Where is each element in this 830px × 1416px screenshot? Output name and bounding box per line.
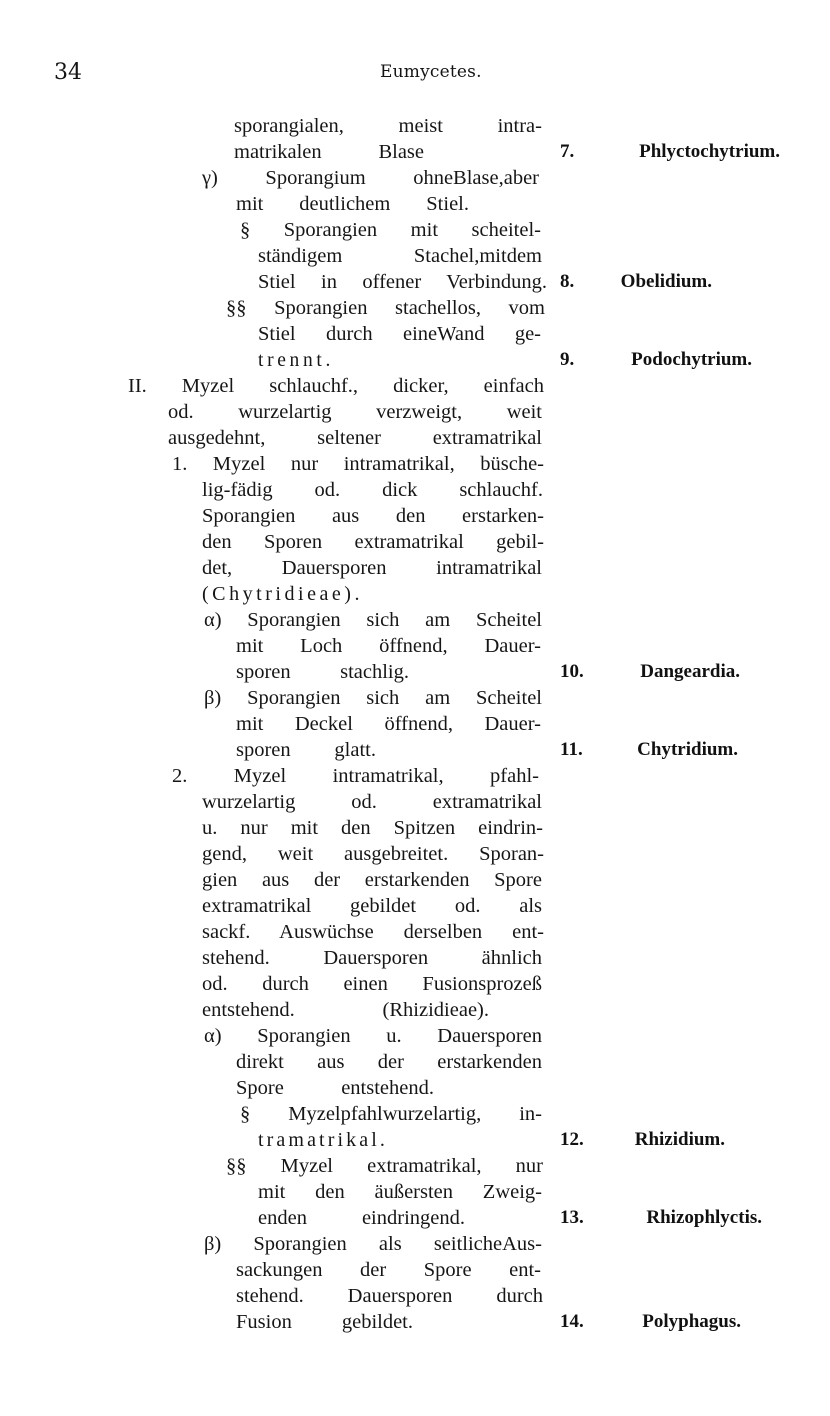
key-line: sporen stachlig. — [236, 661, 409, 683]
key-line: sporangialen, meist intra- — [234, 115, 542, 137]
key-line: sackf. Auswüchse derselben ent- — [202, 921, 544, 943]
key-line: α) Sporangien sich am Scheitel — [204, 609, 542, 631]
key-line: α) Sporangien u. Dauersporen — [204, 1025, 542, 1047]
key-line: gend, weit ausgebreitet. Sporan- — [202, 843, 544, 865]
key-line: γ) Sporangium ohneBlase,aber — [202, 167, 539, 189]
key-line: § Myzelpfahlwurzelartig, in- — [240, 1103, 542, 1125]
genus-name: 14. Polyphagus. — [560, 1311, 741, 1332]
key-line: ständigem Stachel,mitdem — [258, 245, 542, 267]
key-line: (Chytridieae). — [202, 583, 363, 605]
key-line: extramatrikal gebildet od. als — [202, 895, 542, 917]
page-number: 34 — [54, 60, 82, 85]
key-line: stehend. Dauersporen durch — [236, 1285, 543, 1307]
key-line: u. nur mit den Spitzen eindrin- — [202, 817, 543, 839]
key-line: enden eindringend. — [258, 1207, 465, 1229]
genus-name: 13. Rhizophlyctis. — [560, 1207, 762, 1228]
key-line: matrikalen Blase — [234, 141, 424, 163]
key-line: trennt. — [258, 349, 334, 371]
key-line: §§ Sporangien stachellos, vom — [226, 297, 545, 319]
key-line: β) Sporangien als seitlicheAus- — [204, 1233, 542, 1255]
genus-name: 8. Obelidium. — [560, 271, 712, 292]
key-line: 1. Myzel nur intramatrikal, büsche- — [172, 453, 544, 475]
genus-name: 9. Podochytrium. — [560, 349, 752, 370]
key-line: mit deutlichem Stiel. — [236, 193, 469, 215]
key-line: 2. Myzel intramatrikal, pfahl- — [172, 765, 539, 787]
key-line: od. wurzelartig verzweigt, weit — [168, 401, 542, 423]
key-line: gien aus der erstarkenden Spore — [202, 869, 542, 891]
running-header: Eumycetes. — [380, 62, 482, 82]
genus-name: 11. Chytridium. — [560, 739, 738, 760]
key-line: Sporangien aus den erstarken- — [202, 505, 544, 527]
key-line: §§ Myzel extramatrikal, nur — [226, 1155, 543, 1177]
key-line: Fusion gebildet. — [236, 1311, 413, 1333]
genus-name: 12. Rhizidium. — [560, 1129, 725, 1150]
key-line: Spore entstehend. — [236, 1077, 434, 1099]
key-line: § Sporangien mit scheitel- — [240, 219, 541, 241]
key-line: β) Sporangien sich am Scheitel — [204, 687, 542, 709]
key-line: direkt aus der erstarkenden — [236, 1051, 542, 1073]
key-line: mit Loch öffnend, Dauer- — [236, 635, 541, 657]
key-line: den Sporen extramatrikal gebil- — [202, 531, 544, 553]
key-line: stehend. Dauersporen ähnlich — [202, 947, 542, 969]
key-line: ausgedehnt, seltener extramatrikal — [168, 427, 542, 449]
key-line: Stiel in offener Verbindung. — [258, 271, 547, 293]
genus-name: 7. Phlyctochytrium. — [560, 141, 780, 162]
key-line: mit Deckel öffnend, Dauer- — [236, 713, 541, 735]
key-line: II. Myzel schlauchf., dicker, einfach — [128, 375, 544, 397]
key-line: sporen glatt. — [236, 739, 376, 761]
key-line: Stiel durch eineWand ge- — [258, 323, 541, 345]
key-line: mit den äußersten Zweig- — [258, 1181, 542, 1203]
key-line: sackungen der Spore ent- — [236, 1259, 541, 1281]
key-line: od. durch einen Fusionsprozeß — [202, 973, 542, 995]
key-line: tramatrikal. — [258, 1129, 388, 1151]
key-line: entstehend. (Rhizidieae). — [202, 999, 489, 1021]
key-line: det, Dauersporen intramatrikal — [202, 557, 542, 579]
genus-name: 10. Dangeardia. — [560, 661, 740, 682]
key-line: lig-fädig od. dick schlauchf. — [202, 479, 543, 501]
key-line: wurzelartig od. extramatrikal — [202, 791, 542, 813]
